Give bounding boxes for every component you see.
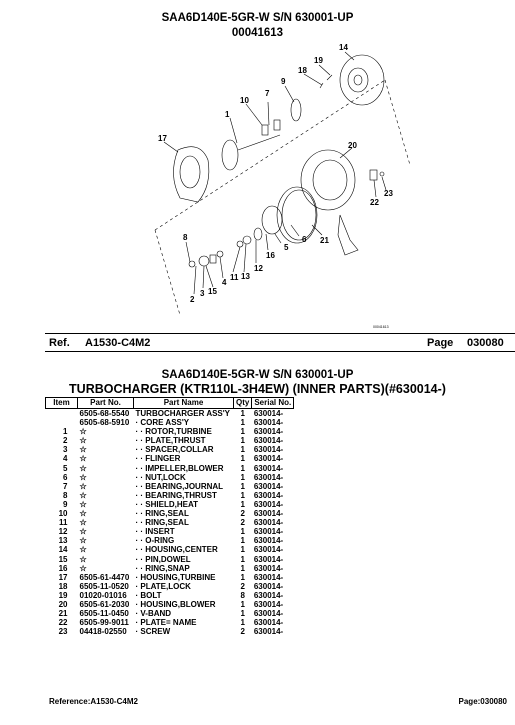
callout-20: 20 [348,141,357,150]
callout-21: 21 [320,236,329,245]
footer-page: Page:030080 [458,697,507,706]
table-row [46,473,294,482]
callout-labels [158,43,393,329]
table-cell-sn: 630014- [253,499,284,509]
callout-6: 6 [302,235,307,244]
table-cell-nm: · V-BAND [135,609,172,619]
table-cell-pno: 6505-68-5910 [79,418,130,428]
footer-reference: Reference:A1530-C4M2 [49,697,138,706]
table-row [46,527,294,536]
callout-10: 10 [240,96,249,105]
table-cell-nm: · · SPACER,COLLAR [135,445,214,455]
table-cell-qty: 8 [240,590,245,600]
table-cell-item: 13 [58,536,68,546]
table-row [46,418,294,427]
leader-lines [164,52,386,294]
table-row [46,464,294,473]
table-cell-item: 21 [58,609,68,619]
table-cell-item: 19 [58,590,68,600]
table-cell-item: 12 [58,527,68,537]
table-cell-sn: 630014- [253,627,284,637]
table-cell-pno: ☆ [79,527,87,537]
table-row [46,564,294,573]
table-cell-qty: 1 [240,563,245,573]
table-cell-sn: 630014- [253,490,284,500]
table-cell-pno: 01020-01016 [79,590,127,600]
table-cell-qty: 1 [240,536,245,546]
callout-22: 22 [370,198,379,207]
table-cell-nm: · CORE ASS'Y [135,418,190,428]
image-code: 00041613 [373,325,389,329]
callout-9: 9 [281,77,286,86]
table-cell-item: 14 [58,545,68,555]
table-cell-item: 10 [58,509,68,519]
table-cell-pno: ☆ [79,445,87,455]
table-cell-nm: · · INSERT [135,527,175,537]
table-cell-item [46,418,78,427]
table-cell-item: 22 [58,618,68,628]
turbine-housing-part [173,147,208,202]
table-cell-item: 15 [58,554,68,564]
table-cell-pno: 6505-11-0450 [79,609,129,619]
page-model-header: SAA6D140E-5GR-W S/N 630001-UP [161,12,354,24]
table-cell-qty: 1 [240,599,245,609]
page-value: 030080 [467,337,504,349]
table-cell-pno: ☆ [79,536,87,546]
table-cell-qty: 1 [240,481,245,491]
small-parts-chain [189,228,262,267]
table-cell-pno: 6505-68-5540 [79,409,130,418]
table-cell-pno: ☆ [79,490,87,500]
table-cell-item: 3 [63,445,68,455]
col-item: Item [46,398,78,409]
figure-number: 00041613 [231,27,284,39]
section-title: TURBOCHARGER (KTR110L-3H4EW) (INNER PARTS)(#630014-) [69,382,446,396]
table-row [46,509,294,518]
table-cell-item: 4 [63,454,68,464]
table-row [46,409,294,419]
table-cell-nm: · · PLATE,THRUST [135,436,206,446]
callout-16: 16 [266,251,275,260]
table-cell-pno: ☆ [79,509,87,519]
table-row [46,436,294,445]
table-row [46,627,294,636]
table-row [46,582,294,591]
table-row [46,545,294,554]
callout-5: 5 [284,243,289,252]
table-cell-pno: ☆ [79,436,87,446]
table-cell-qty: 1 [240,454,245,464]
table-cell-qty: 1 [240,527,245,537]
table-cell-nm: · · RING,SEAL [135,509,189,519]
table-cell-sn: 630014- [253,409,284,418]
callout-1: 1 [225,110,230,119]
table-cell-nm: · · ROTOR,TURBINE [135,427,212,437]
table-cell-item: 9 [63,499,68,509]
callout-11: 11 [230,273,239,282]
table-cell-item: 20 [58,599,68,609]
table-cell-sn: 630014- [253,536,284,546]
exploded-parts-diagram [40,40,480,330]
table-cell-sn: 630014- [253,518,284,528]
table-cell-sn: 630014- [253,454,284,464]
table-cell-pno: ☆ [79,563,87,573]
callout-2: 2 [190,295,195,304]
parts-table-body [46,409,294,637]
table-cell-pno: 6505-61-4470 [79,572,130,582]
table-cell-nm: · · RING,SNAP [135,563,190,573]
table-cell-nm: · · FLINGER [135,454,181,464]
table-cell-qty: 2 [240,627,245,637]
table-cell-nm: · BOLT [135,590,162,600]
blower-housing-part [301,150,358,255]
table-cell-nm: · PLATE= NAME [135,618,197,628]
table-cell-qty: 1 [240,445,245,455]
table-cell-item [46,409,78,419]
table-cell-pno: ☆ [79,472,87,482]
table-cell-qty: 1 [240,436,245,446]
table-cell-qty: 1 [240,572,245,582]
table-cell-nm: · · BEARING,JOURNAL [135,481,224,491]
table-cell-sn: 630014- [253,609,284,619]
callout-13: 13 [241,272,250,281]
ref-value: A1530-C4M2 [85,337,151,349]
table-cell-item: 23 [58,627,68,637]
table-cell-pno: ☆ [79,554,87,564]
table-cell-sn: 630014- [253,563,284,573]
table-cell-pno: ☆ [79,545,87,555]
table-cell-sn: 630014- [253,463,284,473]
table-cell-qty: 1 [240,499,245,509]
table-cell-sn: 630014- [253,599,284,609]
table-cell-sn: 630014- [253,527,284,537]
table-cell-qty: 1 [240,618,245,628]
table-cell-pno: 6505-61-2030 [79,599,130,609]
heat-shield-part [291,99,301,121]
table-cell-sn: 630014- [253,581,284,591]
table-cell-pno: ☆ [79,518,87,528]
table-cell-pno: ☆ [79,481,87,491]
center-housing-part [340,55,384,105]
table-cell-qty: 1 [240,472,245,482]
col-part-name: Part Name [134,398,234,409]
col-part-no: Part No. [78,398,134,409]
blower-impeller-part [262,206,282,234]
table-cell-sn: 630014- [253,427,284,437]
table-cell-pno: 6505-11-0520 [79,581,129,591]
table-cell-nm: · · IMPELLER,BLOWER [135,463,224,473]
callout-19: 19 [314,56,323,65]
callout-7: 7 [265,89,270,98]
table-row [46,500,294,509]
parts-table-header [46,398,294,409]
table-cell-pno: ☆ [79,499,87,509]
lock-plate-part [320,75,332,88]
table-cell-sn: 630014- [253,481,284,491]
table-row [46,482,294,491]
table-cell-nm: · · PIN,DOWEL [135,554,191,564]
ref-bar-bottom-rule [45,351,515,352]
table-cell-qty: 1 [240,609,245,619]
table-cell-nm: · · HOUSING,CENTER [135,545,218,555]
callout-3: 3 [200,289,205,298]
table-cell-sn: 630014- [253,554,284,564]
ref-label: Ref. [49,337,70,349]
table-row [46,555,294,564]
table-cell-pno: ☆ [79,463,87,473]
table-cell-sn: 630014- [253,590,284,600]
table-cell-qty: 1 [240,554,245,564]
table-cell-sn: 630014- [253,618,284,628]
table-cell-pno: 04418-02550 [79,627,127,637]
table-cell-sn: 630014- [253,509,284,519]
table-row [46,573,294,582]
table-cell-nm: · · O-RING [135,536,175,546]
table-row [46,454,294,463]
col-qty: Qty [234,398,252,409]
callout-8: 8 [183,233,188,242]
table-cell-nm: · · NUT,LOCK [135,472,186,482]
table-row [46,600,294,609]
callout-15: 15 [208,287,217,296]
table-cell-item: 17 [58,572,68,582]
table-cell-pno: ☆ [79,454,87,464]
callout-12: 12 [254,264,263,273]
table-cell-qty: 1 [240,418,245,428]
table-row [46,591,294,600]
table-cell-nm: · · RING,SEAL [135,518,189,528]
table-cell-sn: 630014- [253,572,284,582]
table-cell-qty: 1 [240,427,245,437]
table-cell-sn: 630014- [253,436,284,446]
table-row [46,536,294,545]
table-cell-item: 16 [58,563,68,573]
table-cell-pno: 6505-99-9011 [79,618,129,628]
table-row [46,427,294,436]
callout-18: 18 [298,66,307,75]
section-model: SAA6D140E-5GR-W S/N 630001-UP [161,369,354,381]
table-cell-sn: 630014- [253,545,284,555]
turbine-rotor-part [222,135,280,170]
table-cell-item: 2 [63,436,68,446]
table-cell-qty: 2 [240,509,245,519]
table-cell-item: 6 [63,472,68,482]
table-cell-item: 1 [63,427,68,437]
table-cell-nm: · HOUSING,BLOWER [135,599,216,609]
table-cell-nm: · · SHIELD,HEAT [135,499,199,509]
table-cell-item: 5 [63,463,68,473]
table-cell-nm: TURBOCHARGER ASS'Y [135,409,230,418]
table-cell-item: 11 [59,518,68,528]
table-row [46,518,294,527]
callout-17: 17 [158,134,167,143]
name-plate-part [370,170,377,180]
v-band-part [277,187,317,243]
table-cell-item: 8 [63,490,68,500]
table-cell-nm: · · BEARING,THRUST [135,490,217,500]
table-cell-qty: 2 [240,518,245,528]
table-row [46,609,294,618]
table-cell-nm: · PLATE,LOCK [135,581,191,591]
table-row [46,618,294,627]
parts-table [45,397,294,636]
callout-4: 4 [222,278,227,287]
table-cell-nm: · SCREW [135,627,171,637]
table-cell-qty: 2 [240,581,245,591]
table-cell-sn: 630014- [253,472,284,482]
table-cell-qty: 1 [240,545,245,555]
callout-23: 23 [384,189,393,198]
page-label: Page [427,337,454,349]
callout-14: 14 [339,43,348,52]
table-row [46,445,294,454]
table-cell-item: 7 [63,481,68,491]
table-cell-sn: 630014- [253,445,284,455]
col-serial-no: Serial No. [252,398,294,409]
journal-bearing-part [262,125,268,135]
table-cell-qty: 1 [240,463,245,473]
table-cell-sn: 630014- [253,418,284,428]
table-row [46,491,294,500]
table-cell-nm: · HOUSING,TURBINE [135,572,216,582]
table-cell-qty: 1 [240,409,245,418]
ref-bar-top-rule [45,333,515,334]
screw-part [380,172,384,176]
table-cell-item: 18 [58,581,68,591]
table-cell-pno: ☆ [79,427,87,437]
table-cell-qty: 1 [240,490,245,500]
